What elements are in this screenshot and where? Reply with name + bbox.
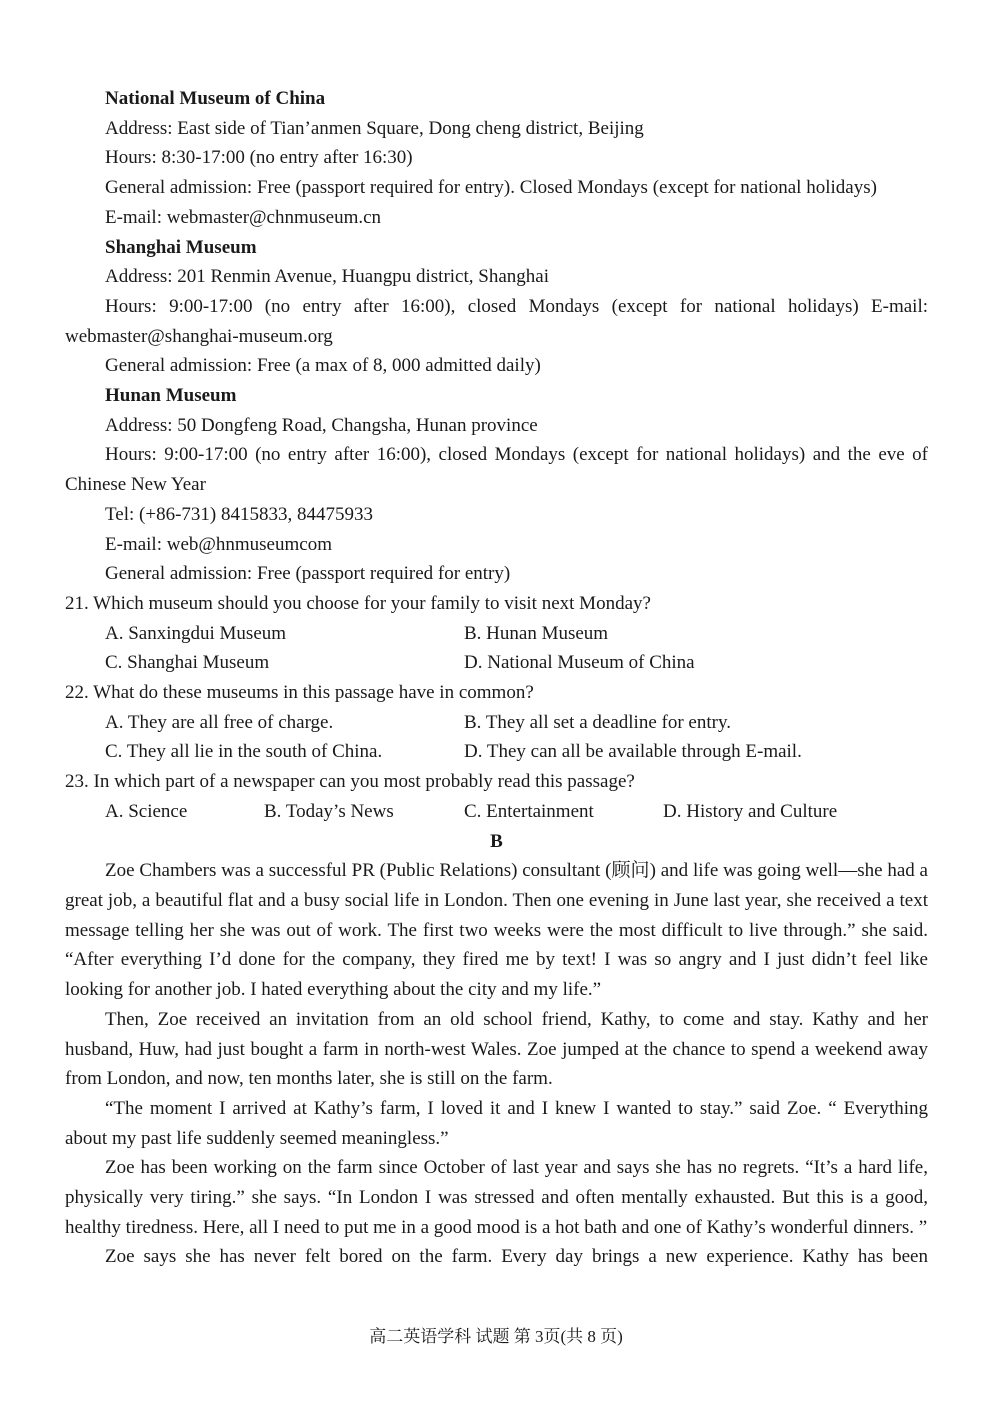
question-stem: 23. In which part of a newspaper can you most probably read this passage? <box>65 771 635 793</box>
option-row <box>65 797 928 827</box>
question-stem: 21. Which museum should you choose for your family to visit next Monday? <box>65 592 651 614</box>
paragraph-text: Zoe says she has never felt bored on the farm. Every day brings a new experience. Kathy has been <box>105 1246 928 1268</box>
museum-address: Address: 50 Dongfeng Road, Changsha, Hunan province <box>105 414 538 436</box>
passage-paragraph <box>65 856 928 1005</box>
museum-hours: Hours: 8:30-17:00 (no entry after 16:30) <box>105 147 413 169</box>
option: D. National Museum of China <box>464 652 695 674</box>
paragraph-text: Then, Zoe received an invitation from an old school friend, Kathy, to come and stay. Kathy and her husband, Huw, had just bought a farm in north-west Wales. Zoe jumped at the chance to spend a weekend away from London, and now, ten months later, she is still on the farm. <box>65 1008 928 1090</box>
option: B. Today’s News <box>264 800 394 822</box>
option: C. Entertainment <box>464 800 594 822</box>
museum-address: Address: 201 Renmin Avenue, Huangpu district, Shanghai <box>105 266 549 288</box>
museum-admission: General admission: Free (a max of 8, 000 admitted daily) <box>105 355 541 377</box>
museum-title: Hunan Museum <box>105 385 237 407</box>
option: A. Sanxingdui Museum <box>105 622 287 644</box>
option: C. Shanghai Museum <box>105 652 270 674</box>
museum-title: Shanghai Museum <box>105 236 257 258</box>
museum-email: webmaster@shanghai-museum.org <box>65 325 333 347</box>
museum-email: E-mail: webmaster@chnmuseum.cn <box>105 206 382 228</box>
option: B. They all set a deadline for entry. <box>464 711 731 733</box>
passage-paragraph <box>65 1242 928 1272</box>
option: C. They all lie in the south of China. <box>105 741 383 763</box>
museum-admission: General admission: Free (passport required for entry) <box>105 563 511 585</box>
museum-title: National Museum of China <box>105 88 326 109</box>
museum-address: Address: East side of Tian’anmen Square, Dong cheng district, Beijing <box>105 117 644 139</box>
option-row <box>65 737 928 767</box>
paragraph-text: Zoe Chambers was a successful PR (Public Relations) consultant (顾问) and life was going well—she had a great job, a beautiful flat and a busy social life in London. Then one evening in June last year, she received a text message telling her she was out of work. The first two weeks were the most difficult to live through.” she said. “After everything I’d done for the company, they fired me by text! I was so angry and I just didn’t feel like looking for another job. I hated everything about the city and my life.” <box>65 860 928 1001</box>
passage-paragraph <box>65 1094 928 1153</box>
paragraph-text: “The moment I arrived at Kathy’s farm, I loved it and I knew I wanted to stay.” said Zoe. “ Everything about my past life suddenly seemed meaningless.” <box>65 1097 928 1149</box>
museum-tel: Tel: (+86-731) 8415833, 84475933 <box>105 503 373 525</box>
option-row <box>65 619 928 649</box>
passage-paragraph <box>65 1005 928 1094</box>
museum-admission: General admission: Free (passport required for entry). Closed Mondays (except for national holidays) <box>105 177 877 199</box>
section-heading: B <box>490 830 503 852</box>
museum-email: E-mail: web@hnmuseumcom <box>105 533 332 555</box>
option-row <box>65 708 928 738</box>
option: B. Hunan Museum <box>464 622 609 644</box>
museum-hours: Hours: 9:00-17:00 (no entry after 16:00), closed Mondays (except for national holidays) E-mail: <box>105 295 928 317</box>
museum-hours: Hours: 9:00-17:00 (no entry after 16:00), closed Mondays (except for national holidays) and the eve of <box>105 444 928 466</box>
question-stem: 22. What do these museums in this passage have in common? <box>65 682 534 704</box>
option: A. They are all free of charge. <box>105 711 334 733</box>
option: A. Science <box>105 800 188 822</box>
museum-hours-continued: Chinese New Year <box>65 474 206 496</box>
page-footer: 高二英语学科 试题 第 3页(共 8 页) <box>369 1327 623 1346</box>
page-content <box>65 84 928 1272</box>
option: D. History and Culture <box>663 800 838 822</box>
passage-paragraph <box>65 1153 928 1242</box>
option: D. They can all be available through E-mail. <box>464 741 802 763</box>
option-row <box>65 648 928 678</box>
paragraph-text: Zoe has been working on the farm since October of last year and says she has no regrets. “It’s a hard life, physically very tiring.” she says. “In London I was stressed and often mentally exhausted. But this is a good, healthy tiredness. Here, all I need to put me in a good mood is a hot bath and one of Kathy’s wonderful dinners. ” <box>65 1157 928 1238</box>
